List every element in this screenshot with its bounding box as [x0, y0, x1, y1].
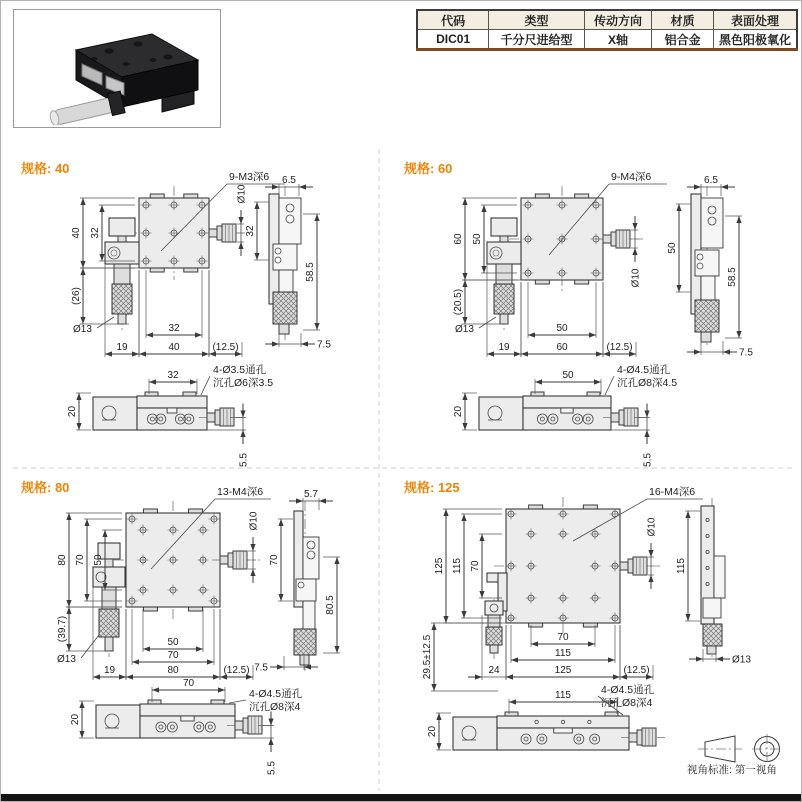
hole-note: 沉孔Ø8深4.5 — [617, 377, 678, 389]
view-standard-block — [687, 734, 782, 776]
hole-note: 沉孔Ø6深3.5 — [213, 377, 274, 389]
dim-label: Ø13 — [732, 654, 751, 666]
view-standard-label: 视角标准: 第一视角 — [687, 764, 777, 776]
dim-label: 20 — [67, 405, 78, 418]
dim-label: Ø10 — [236, 184, 248, 204]
dim-label: 115 — [555, 648, 571, 659]
dim-label: (12.5) — [212, 342, 239, 353]
dim-label: (39.7) — [57, 615, 68, 643]
dim-label: 20 — [427, 725, 438, 738]
thread-label: 9-M4深6 — [611, 171, 652, 183]
thread-label: 16-M4深6 — [649, 486, 696, 498]
dim-label: 7.5 — [254, 662, 268, 674]
dim-label: 19 — [103, 665, 116, 676]
dim-label: Ø10 — [248, 511, 260, 531]
dim-label: 80.5 — [325, 595, 336, 615]
spec-60-drawing — [403, 161, 753, 467]
thread-label: 9-M3深6 — [229, 171, 270, 183]
spec-title: 规格: 125 — [404, 480, 460, 495]
spec-40-drawing — [20, 161, 331, 467]
dim-label: 19 — [116, 342, 128, 353]
dim-label: Ø10 — [646, 517, 658, 537]
spec-title: 规格: 80 — [21, 480, 70, 495]
dim-label: 115 — [555, 690, 571, 701]
dim-label: 70 — [182, 678, 195, 689]
dim-label: 125 — [554, 665, 572, 676]
dim-label: 70 — [75, 554, 86, 566]
dim-label: 125 — [434, 557, 445, 575]
dim-label: (26) — [71, 287, 82, 305]
dim-label: 29.5±12.5 — [422, 634, 433, 680]
dim-label: 70 — [167, 650, 179, 661]
dim-label: Ø13 — [455, 324, 474, 335]
dim-label: 115 — [452, 558, 463, 574]
col-header-type: 类型 — [489, 10, 584, 30]
dim-label: 80 — [57, 554, 68, 566]
dim-label: 5.5 — [266, 761, 278, 775]
dim-label: 6.5 — [704, 175, 718, 186]
dim-label: 6.5 — [282, 175, 296, 186]
dim-label: 50 — [556, 323, 568, 334]
spec-125-drawing — [403, 480, 751, 750]
dim-label: (12.5) — [223, 665, 250, 676]
hole-note: 4-Ø4.5通孔 — [249, 688, 303, 700]
dim-label: 32 — [168, 323, 180, 334]
spec-title: 规格: 60 — [404, 161, 453, 176]
col-header-code: 代码 — [417, 10, 489, 30]
dim-label: 20 — [70, 713, 81, 726]
dim-label: Ø13 — [73, 324, 92, 335]
dim-label: 32 — [90, 227, 101, 239]
dim-label: 60 — [453, 233, 464, 245]
dim-label: 70 — [269, 554, 280, 566]
dim-label: 60 — [556, 342, 568, 353]
dim-label: 20 — [453, 405, 464, 418]
cell-type: 千分尺进给型 — [489, 30, 584, 50]
dim-label: Ø10 — [630, 268, 642, 288]
hole-note: 沉孔Ø8深4 — [249, 701, 301, 713]
dim-label: 7.5 — [317, 339, 331, 351]
dim-label: 5.7 — [304, 489, 318, 500]
hole-note: 4-Ø4.5通孔 — [601, 684, 655, 696]
cell-material: 铝合金 — [652, 30, 714, 50]
dim-label: 80 — [167, 665, 179, 676]
hole-note: 4-Ø3.5通孔 — [213, 364, 267, 376]
dim-label: 58.5 — [305, 262, 316, 282]
dim-label: 5.5 — [642, 453, 654, 467]
dim-label: 115 — [676, 558, 687, 574]
spec-80-drawing — [20, 480, 340, 775]
dim-label: 50 — [667, 242, 678, 254]
col-header-finish: 表面处理 — [713, 10, 797, 30]
dim-label: (12.5) — [606, 342, 633, 353]
dim-label: Ø13 — [57, 654, 76, 665]
dim-label: 40 — [168, 342, 180, 353]
dim-label: (12.5) — [623, 665, 650, 676]
dim-label: 24 — [488, 665, 500, 676]
hole-note: 4-Ø4.5通孔 — [617, 364, 671, 376]
hole-note: 沉孔Ø8深4 — [601, 697, 653, 709]
col-header-material: 材质 — [652, 10, 714, 30]
dim-label: (20.5) — [453, 288, 464, 316]
col-header-direction: 传动方向 — [584, 10, 652, 30]
dim-label: 50 — [562, 370, 574, 381]
dim-label: 19 — [498, 342, 510, 353]
dim-label: 50 — [472, 233, 483, 245]
cell-direction: X轴 — [584, 30, 652, 50]
dim-label: 70 — [557, 632, 569, 643]
page-footer-bar — [1, 794, 801, 801]
spec-title: 规格: 40 — [21, 161, 70, 176]
technical-drawings — [1, 1, 802, 802]
dim-label: 5.5 — [238, 453, 250, 467]
thread-label: 13-M4深6 — [217, 486, 264, 498]
dim-label: 50 — [167, 637, 179, 648]
dim-label: 32 — [167, 370, 179, 381]
dim-label: 58.5 — [727, 267, 738, 287]
dim-label: 70 — [470, 560, 481, 572]
dim-label: 7.5 — [739, 347, 753, 359]
dim-label: 50 — [93, 554, 104, 566]
dim-label: 32 — [245, 225, 256, 237]
cell-code: DIC01 — [417, 30, 489, 50]
cell-finish: 黑色阳极氧化 — [713, 30, 797, 50]
dim-label: 40 — [71, 227, 82, 239]
